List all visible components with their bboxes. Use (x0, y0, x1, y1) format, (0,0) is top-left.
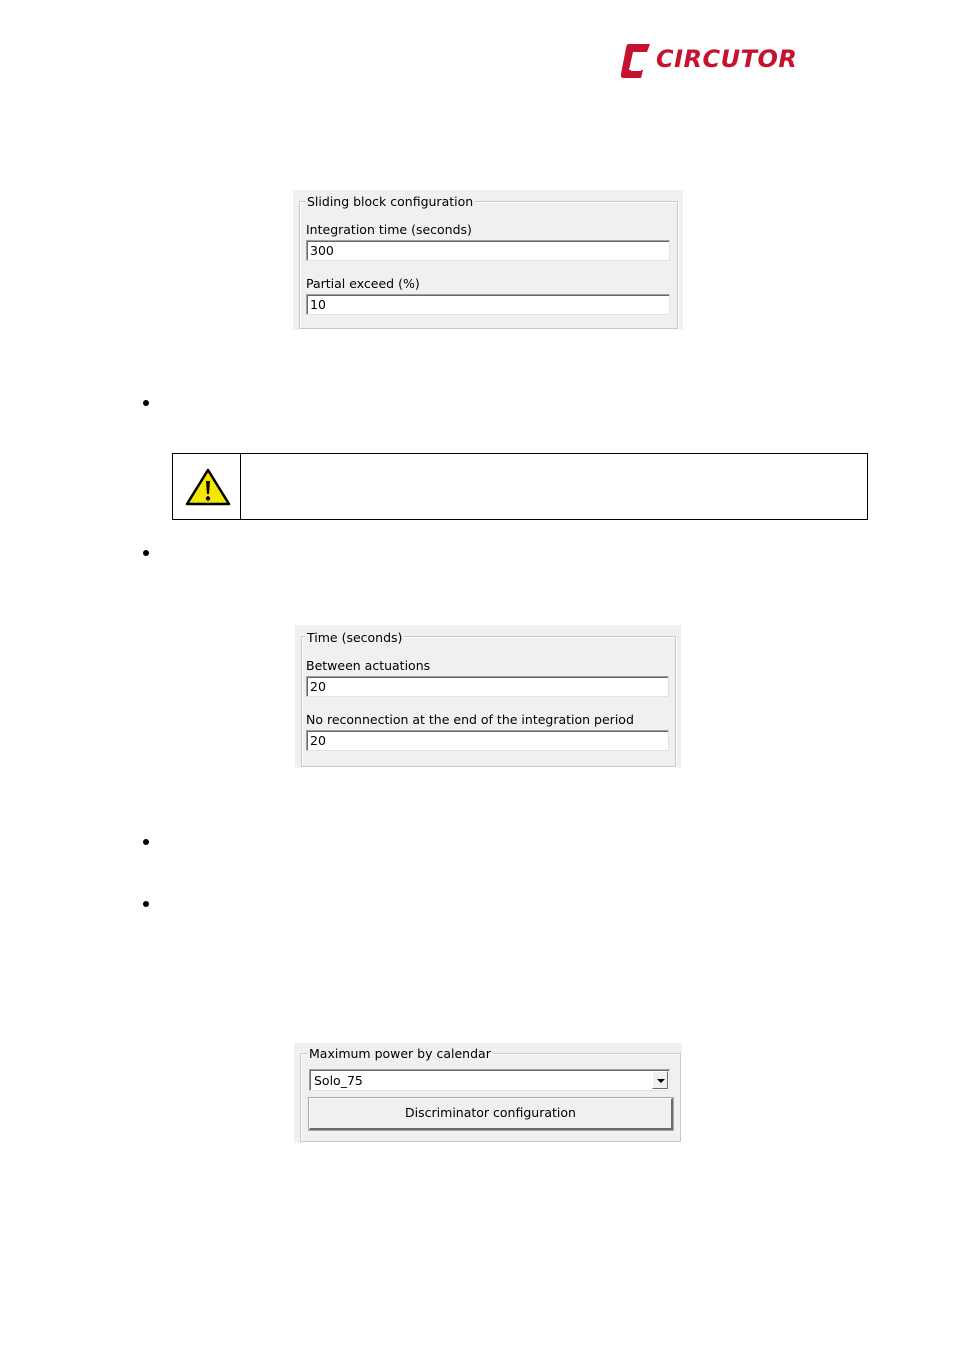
calendar-select[interactable] (309, 1069, 670, 1091)
max-power-panel (294, 1043, 682, 1143)
warning-triangle-icon (185, 468, 231, 506)
bullet-2 (143, 550, 149, 556)
warning-box (172, 453, 868, 520)
integration-time-label: Integration time (seconds) (306, 222, 472, 237)
partial-exceed-label: Partial exceed (%) (306, 276, 420, 291)
bullet-3 (143, 839, 149, 845)
brand-name: CIRCUTOR (656, 45, 798, 73)
circutor-logo (620, 42, 800, 82)
discriminator-configuration-button[interactable]: Discriminator configuration (309, 1098, 673, 1130)
warning-divider (240, 454, 241, 519)
between-actuations-input[interactable]: 20 (306, 676, 669, 697)
time-title: Time (seconds) (307, 630, 403, 645)
sliding-block-title: Sliding block configuration (307, 194, 474, 209)
bullet-1 (143, 400, 149, 406)
max-power-title: Maximum power by calendar (309, 1046, 491, 1061)
integration-time-input[interactable]: 300 (306, 240, 670, 261)
calendar-dropdown-button[interactable] (652, 1071, 668, 1089)
no-reconnection-label: No reconnection at the end of the integration period (306, 712, 634, 727)
sliding-block-panel (293, 190, 683, 330)
bullet-4 (143, 901, 149, 907)
calendar-select-value: Solo_75 (314, 1073, 363, 1088)
no-reconnection-input[interactable]: 20 (306, 730, 669, 751)
circutor-logo-mark (620, 42, 654, 80)
chevron-down-icon (657, 1079, 665, 1083)
between-actuations-label: Between actuations (306, 658, 431, 673)
partial-exceed-input[interactable]: 10 (306, 294, 670, 315)
time-panel (295, 625, 681, 768)
